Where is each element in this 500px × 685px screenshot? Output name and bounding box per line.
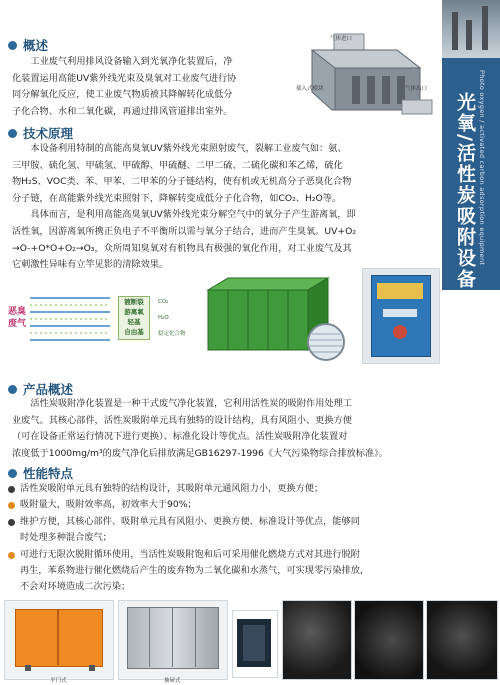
text-line: 具体而言，是利用高能高臭氧UV紫外线光束分解空气中的氧分子产生游离氧，即 [30, 209, 356, 221]
bullet-dot-icon [8, 552, 15, 559]
orange-cabinet-photo [4, 600, 114, 680]
text-line: 可进行无限次脱附循环使用，当活性炭吸附饱和后可采用催化燃烧方式对其进行脱附 [20, 548, 360, 560]
green-equipment-photo [198, 272, 348, 362]
equipment-diagram [292, 30, 437, 122]
flow-output-label: CO₂ [158, 299, 169, 305]
text-line: 工业废气利用排风设备输入到光氧净化装置后，净 [30, 56, 233, 67]
list-item [8, 514, 448, 547]
photo-caption: 平门式 [50, 678, 67, 684]
carbon-box-photo [232, 610, 278, 678]
bullet-dot-icon [8, 519, 15, 526]
text-line: 三甲胺、硫化氢、甲硫氢、甲硫醇、甲硫醚、二甲二硫、二硫化碳和苯乙烯，硫化 [12, 159, 343, 171]
list-item [8, 497, 448, 513]
product-paragraph [12, 396, 452, 462]
bullet-dot-icon [8, 385, 17, 394]
diagram-label-outlet: 气体出口 [405, 86, 428, 92]
text-line: 本设备利用特制的高能高臭氧UV紫外线光束照射废气，裂解工业废气如：氨、 [30, 143, 347, 154]
text-line: 维护方便，其核心部件、吸附单元具有风阻小、更换方便、标准设计等优点，能够同 [20, 515, 360, 527]
principle-flow-diagram [8, 282, 200, 354]
list-item [8, 481, 448, 497]
text-line: 它刺激性异味有立竿见影的清除效果。 [12, 259, 169, 271]
factory-photo [442, 0, 500, 58]
sidebar-subtitle: Photo oxygen / activated carbon adsorption equipment [478, 70, 486, 266]
overview-paragraph [12, 54, 302, 120]
bullet-dot-icon [8, 502, 15, 509]
principle-paragraph [12, 141, 442, 274]
text-line: 分子链，在高能紫外线光束照射下，降解转变成低分子化合物，如CO₂、H₂O等。 [12, 192, 342, 204]
section-title: 技术原理 [23, 126, 74, 141]
text-line: 不会对环境造成二次污染； [20, 581, 131, 593]
section-overview-header [8, 36, 48, 54]
flow-output-label: 稳定化合物 [158, 331, 186, 337]
sidebar-banner [442, 0, 500, 290]
text-line: 时处理多种混合废气； [20, 532, 112, 544]
carbon-powder-photo [426, 600, 498, 680]
text-line: →O-+O*O+O₂→O₃，众所周知臭氧对有机物具有极强的氧化作用，对工业废气及其 [12, 242, 352, 254]
text-line: 同分解氧化反应，使工业废气物质被其降解转化成低分 [12, 89, 233, 101]
text-line: 化装置运用高能UV紫外线光束及臭氧对工业废气进行协 [12, 72, 237, 84]
control-cabinet-photo [362, 268, 440, 364]
text-line: 浓度低于1000mg/m³的废气净化后排放满足GB16297-1996《大气污染物综合排放标准》。 [12, 447, 388, 459]
reaction-label: 镀断裂 [124, 298, 144, 306]
section-title: 概述 [23, 38, 49, 53]
section-principle-header [8, 124, 73, 142]
flow-output-label: H₂O [158, 315, 169, 321]
uv-lamp-icon [30, 288, 116, 348]
reaction-label: 自由基 [124, 328, 144, 336]
diagram-label-module: 插入式模块 [296, 86, 324, 92]
reaction-label: 游离氧 [124, 308, 144, 316]
features-list [8, 481, 448, 596]
section-title: 性能特点 [23, 466, 74, 481]
photo-caption: 抽屉式 [164, 678, 181, 684]
text-line: 业废气。其核心部件，活性炭吸附单元具有独特的设计结构，具有风阻小、更换方便 [12, 414, 352, 426]
reaction-label: 轻基 [127, 318, 141, 326]
text-line: （可在设备正常运行情况下进行更换）、标准化设计等优点。活性炭吸附净化装置对 [12, 431, 348, 443]
list-item [8, 547, 448, 596]
text-line: 活性炭吸附净化装置是一种干式废气净化装置，它利用活性炭的吸附作用处理工 [30, 398, 352, 409]
carbon-granules-photo [282, 600, 352, 680]
text-line: 活性炭吸附单元具有独特的结构设计，其吸附单元通风阻力小，更换方便； [20, 483, 324, 494]
text-line: 子化合物、水和二氧化碳，再通过排风管道排出室外。 [12, 105, 233, 117]
text-line: 物H₂S、VOC类、苯、甲苯、二甲苯的分子链结构，使有机或无机高分子恶臭化合物 [12, 176, 352, 188]
bullet-dot-icon [8, 41, 17, 50]
text-line: 再生，苯系物进行催化燃烧后产生的废弃物为二氧化碳和水蒸气，可实现零污染排放， [20, 565, 370, 577]
section-title: 产品概述 [23, 382, 74, 397]
bullet-dot-icon [8, 129, 17, 138]
flow-outputs [158, 294, 186, 342]
carbon-pellets-photo [354, 600, 424, 680]
section-features-header [8, 464, 73, 482]
diagram-label-inlet: 气体进口 [330, 36, 353, 42]
reaction-box [118, 296, 150, 340]
bullet-dot-icon [8, 469, 17, 478]
steel-cabinet-photo [118, 600, 228, 680]
text-line: 活性氧，因游离氧所携正负电子不平衡所以需与氧分子结合，进而产生臭氧。UV+O₂ [12, 225, 356, 237]
text-line: 吸附量大，吸附效率高，初效率大于90%； [20, 499, 197, 511]
sidebar-title: 光氧/活性炭吸附设备 [454, 92, 476, 290]
bullet-dot-icon [8, 486, 15, 493]
flow-input-label: 恶臭废气 [8, 307, 27, 329]
